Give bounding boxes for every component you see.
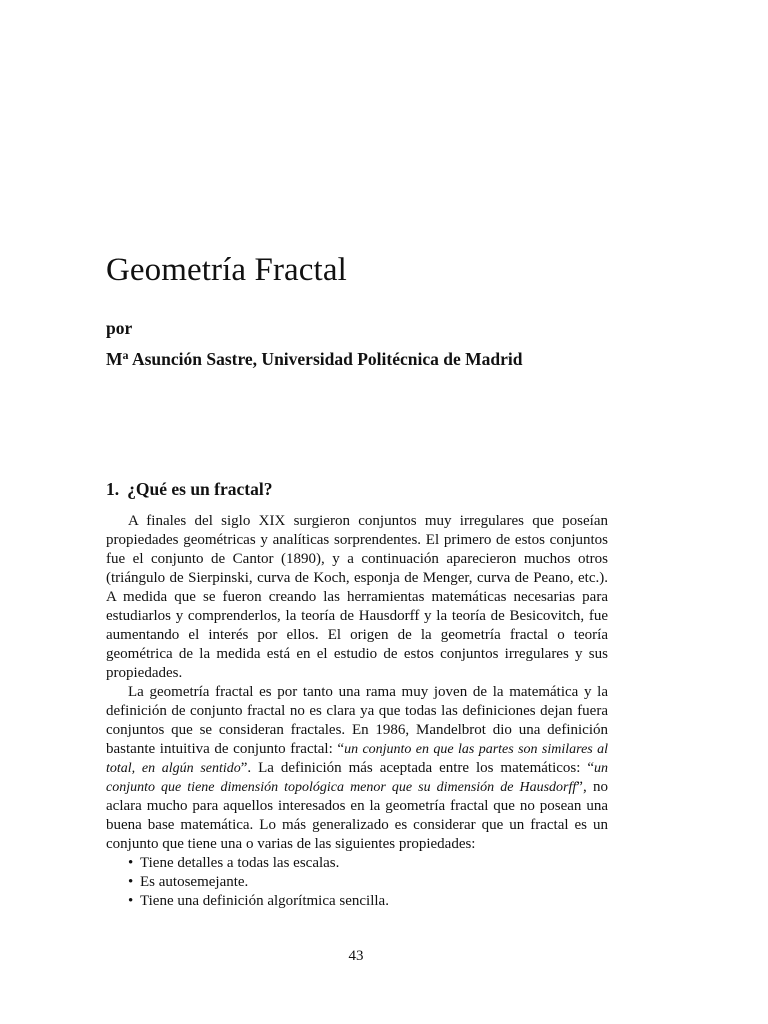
bullet-icon: • [128, 874, 134, 890]
page-number: 43 [348, 948, 364, 964]
list-item [106, 854, 608, 873]
body-text [106, 512, 608, 911]
list-item [106, 873, 608, 892]
paragraph-2-part-1: La geometría fractal es por tanto una rama muy joven de la matemática y la definición de conjunto fractal no es clara ya que todas las definiciones dejan fuera conjuntos que se consideran fractales. En 1986, Mandelbrot dio una definición bastante intuitiva de conjunto fractal: “ [106, 684, 608, 757]
paper-title: Geometría Fractal [106, 252, 347, 288]
list-item-text: Tiene detalles a todas las escalas. [140, 855, 340, 871]
paragraph-2 [106, 683, 608, 854]
paragraph-1: A finales del siglo XIX surgieron conjuntos muy irregulares que poseían propiedades geométricas y analíticas sorprendentes. El primero de estos conjuntos fue el conjunto de Cantor (1890), y a continuación aparecieron muchos otros (triángulo de Sierpinski, curva de Koch, esponja de Menger, curva de Peano, etc.). A medida que se fueron creando las herramientas matemáticas necesarias para estudiarlos y comprenderlos, la teoría de Hausdorff y la teoría de Besicovitch, fue aumentando el interés por ellos. El origen de la geometría fractal o teoría geométrica de la medida está en el estudio de estos conjuntos irregulares y sus propiedades. [106, 513, 608, 681]
author-affiliation [106, 348, 522, 370]
section-number: 1. [106, 479, 120, 499]
byline: por [106, 318, 133, 338]
list-item [106, 892, 608, 911]
list-item-text: Es autosemejante. [140, 874, 249, 890]
list-item-text: Tiene una definición algorítmica sencilla. [140, 893, 389, 909]
bullet-icon: • [128, 893, 134, 909]
hausdorff-quote: un conjunto que tiene dimensión topológica menor que su dimensión de Hausdorff [106, 761, 608, 795]
section-heading [106, 479, 272, 500]
bullet-icon: • [128, 855, 134, 871]
mandelbrot-quote: un conjunto en que las partes son similares al total, en algún sentido [106, 742, 608, 776]
author-prefix: M [106, 349, 123, 369]
paragraph-2-part-2: ”. La definición más aceptada entre los matemáticos: “ [240, 760, 594, 776]
author-name: Asunción Sastre, Universidad Politécnica de Madrid [128, 349, 523, 369]
author-superscript: a [122, 348, 129, 362]
property-list [106, 854, 608, 911]
paragraph-2-part-3: ”, no aclara mucho para aquellos interesados en la geometría fractal que no posean una buena base matemática. Lo más generalizado es considerar que un fractal es un conjunto que tiene una o varias de las siguientes propiedades: [106, 779, 608, 852]
section-title: ¿Qué es un fractal? [127, 479, 273, 499]
